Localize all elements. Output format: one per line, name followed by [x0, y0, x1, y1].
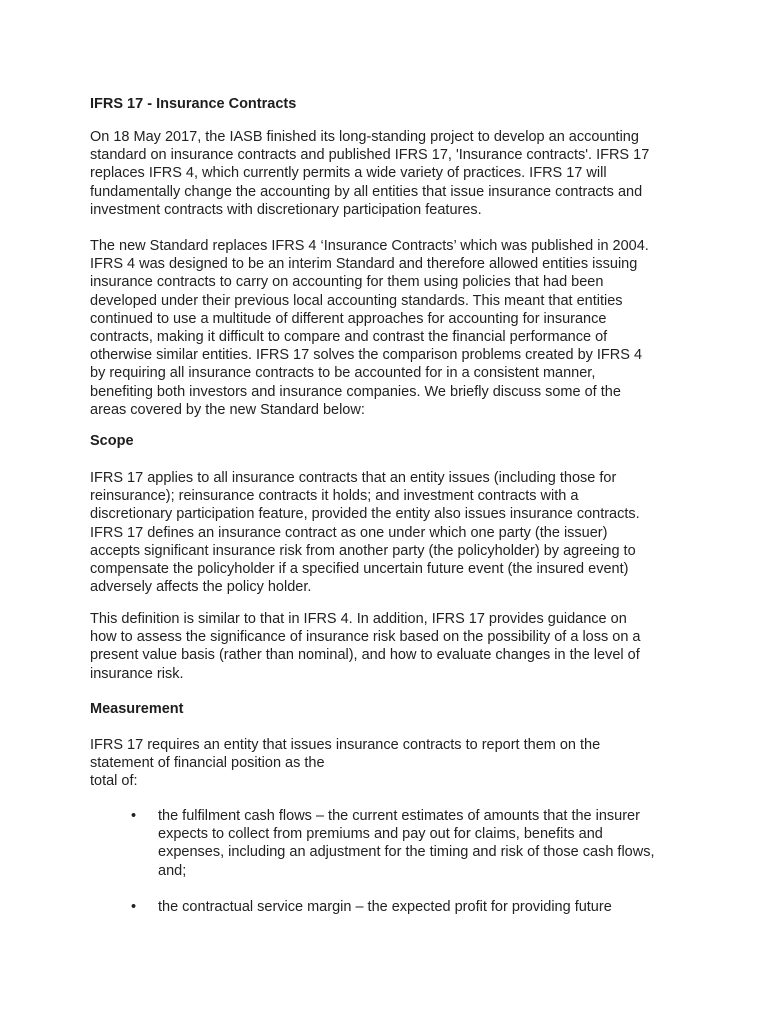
- text-line: statement of financial position as the: [90, 755, 325, 772]
- measurement-intro: [90, 736, 690, 791]
- bullet-icon: •: [131, 808, 137, 824]
- document-title: IFRS 17 - Insurance Contracts: [90, 96, 297, 112]
- text-line: investment contracts with discretionary participation features.: [90, 201, 482, 218]
- text-line: areas covered by the new Standard below:: [90, 401, 365, 418]
- scope-heading: Scope: [90, 433, 134, 449]
- measurement-bullet-list: [131, 807, 691, 916]
- text-line: insurance contracts to carry on accounting for them using policies that had been: [90, 274, 604, 291]
- text-line: insurance risk.: [90, 665, 184, 682]
- text-line: the contractual service margin – the expected profit for providing future: [158, 898, 612, 915]
- text-line: and;: [158, 862, 187, 879]
- text-line: fundamentally change the accounting by all entities that issue insurance contracts and: [90, 183, 643, 200]
- list-item: [131, 898, 691, 916]
- text-line: reinsurance); reinsurance contracts it holds; and investment contracts with a: [90, 488, 579, 505]
- text-line: standard on insurance contracts and published IFRS 17, 'Insurance contracts'. IFRS 17: [90, 147, 650, 164]
- measurement-heading: Measurement: [90, 701, 184, 717]
- text-line: developed under their previous local accounting standards. This meant that entities: [90, 292, 623, 309]
- text-line: This definition is similar to that in IFRS 4. In addition, IFRS 17 provides guidance on: [90, 611, 627, 627]
- text-line: IFRS 17 defines an insurance contract as one under which one party (the issuer): [90, 524, 608, 541]
- text-line: total of:: [90, 773, 138, 790]
- text-line: contracts, making it difficult to compare and contrast the financial performance of: [90, 329, 608, 346]
- scope-paragraph-2: [90, 610, 690, 683]
- text-line: IFRS 4 was designed to be an interim Standard and therefore allowed entities issuing: [90, 256, 638, 273]
- text-line: IFRS 17 applies to all insurance contracts that an entity issues (including those for: [90, 470, 617, 486]
- text-line: the fulfilment cash flows – the current estimates of amounts that the insurer: [158, 808, 640, 824]
- text-line: benefiting both investors and insurance companies. We briefly discuss some of the: [90, 383, 621, 400]
- text-line: compensate the policyholder if a specified uncertain future event (the insured event): [90, 561, 629, 578]
- text-line: accepts significant insurance risk from another party (the policyholder) by agreeing to: [90, 542, 636, 559]
- intro-paragraph: [90, 128, 690, 219]
- text-line: IFRS 17 requires an entity that issues insurance contracts to report them on the: [90, 737, 601, 753]
- text-line: replaces IFRS 4, which currently permits a wide variety of practices. IFRS 17 will: [90, 165, 607, 182]
- text-line: discretionary participation feature, provided the entity also issues insurance contracts.: [90, 506, 640, 523]
- text-line: by requiring all insurance contracts to be accounted for in a consistent manner,: [90, 365, 596, 382]
- text-line: continued to use a multitude of different approaches for accounting for insurance: [90, 310, 607, 327]
- text-line: adversely affects the policy holder.: [90, 579, 312, 596]
- text-line: On 18 May 2017, the IASB finished its long-standing project to develop an accounting: [90, 129, 639, 145]
- bullet-icon: •: [131, 898, 137, 915]
- text-line: The new Standard replaces IFRS 4 ‘Insurance Contracts’ which was published in 2004.: [90, 238, 649, 254]
- background-paragraph: [90, 237, 690, 419]
- text-line: present value basis (rather than nominal), and how to evaluate changes in the level of: [90, 647, 640, 664]
- text-line: expects to collect from premiums and pay out for claims, benefits and: [158, 826, 603, 843]
- scope-paragraph-1: [90, 469, 690, 596]
- text-line: expenses, including an adjustment for the timing and risk of those cash flows,: [158, 844, 655, 861]
- text-line: how to assess the significance of insurance risk based on the possibility of a loss on a: [90, 629, 641, 646]
- text-line: otherwise similar entities. IFRS 17 solves the comparison problems created by IFRS 4: [90, 347, 643, 364]
- list-item: [131, 807, 691, 880]
